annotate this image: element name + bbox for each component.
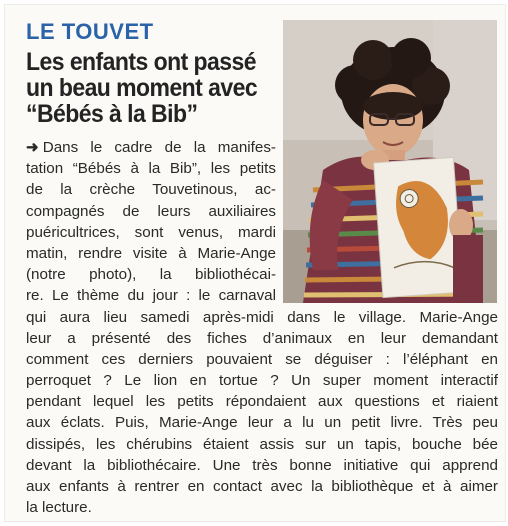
body-line: pendant lequel les petits répondaient aux questions et riaient — [26, 393, 498, 411]
body-line: perroquet ? Le lion en tortue ? Un super moment interactif — [26, 372, 498, 390]
body-line: matin, rendre visite à Marie-Ange — [26, 244, 276, 262]
body-line: qui aura lieu samedi après-midi dans le village. Marie-Ange — [26, 308, 498, 326]
body-line: re. Le thème du jour : le carnaval — [26, 287, 276, 305]
article-body — [26, 137, 498, 518]
section-kicker: LE TOUVET — [26, 19, 154, 44]
body-line: (notre photo), la bibliothécai- — [26, 266, 276, 284]
body-line: dissipés, les chérubins étaient assis sur un tapis, bouche bée — [26, 435, 498, 453]
newspaper-clipping — [5, 5, 505, 521]
body-line: compagnés de leurs auxiliaires — [26, 202, 276, 220]
body-line: de la crèche Touvetinous, ac- — [26, 181, 276, 199]
body-line: devant la bibliothécaire. Une très bonne initiative qui apprend — [26, 456, 498, 474]
body-line — [26, 137, 276, 158]
body-line: comment ces derniers pouvaient se déguiser : l’éléphant en — [26, 350, 498, 368]
text-full-width — [26, 307, 498, 519]
headline-line: “Bébés à la Bib” — [26, 100, 198, 128]
body-line-text: Dans le cadre de la manifes- — [42, 139, 276, 156]
text-beside-photo — [26, 137, 498, 307]
body-line: leur a présenté des fiches d’animaux en leur demandant — [26, 329, 498, 347]
body-line: puéricultrices, sont venus, mardi — [26, 223, 276, 241]
headline — [26, 49, 270, 127]
body-line: tation “Bébés à la Bib”, les petits — [26, 160, 276, 178]
body-line: aux enfants à rentrer en contact avec la bibliothèque et à aimer — [26, 478, 498, 495]
body-line: la lecture. — [26, 499, 92, 517]
body-line: aux éclats. Puis, Marie-Ange leur a lu un petit livre. Très peu — [26, 414, 498, 432]
headline-line: un beau moment avec — [26, 74, 258, 102]
right-arrow-icon: ➜ — [26, 139, 39, 156]
headline-line: Les enfants ont passé — [26, 48, 256, 76]
